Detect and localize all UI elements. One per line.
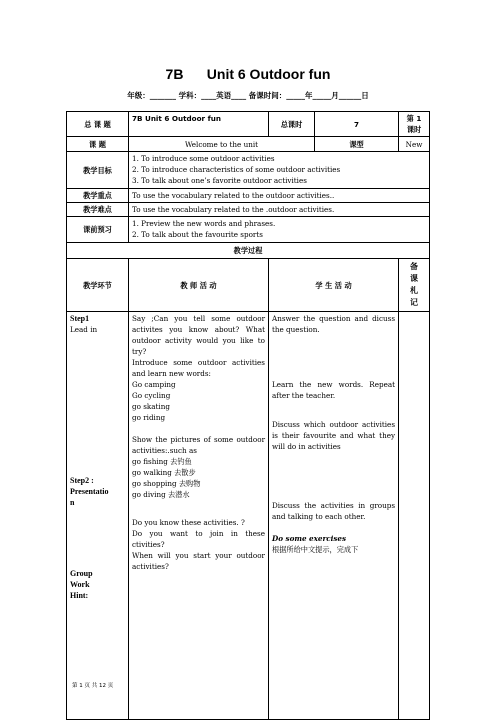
teacher-text-2: Introduce some outdoor activities and learn new words: <box>132 358 265 378</box>
lesson-type-label: 课型 <box>315 137 399 152</box>
goals-label: 教学目标 <box>67 152 129 189</box>
activity-4: go diving 去潜水 <box>132 490 190 499</box>
step1-subtitle: Lead in <box>70 325 98 334</box>
page-title: 7B Unit 6 Outdoor fun <box>165 66 331 82</box>
preview-1: 1. Preview the new words and phrases. <box>132 219 276 228</box>
col-student-header: 学 生 活 动 <box>269 259 399 312</box>
step2-subtitle-b: n <box>70 498 75 507</box>
lesson-number: 第 1 课时 <box>399 112 430 137</box>
total-hours-label: 总课时 <box>269 112 315 137</box>
preview-2: 2. To talk about the favourite sports <box>132 230 263 239</box>
step2-title: Step2 : <box>70 476 94 485</box>
total-topic-label: 总 课 题 <box>67 112 129 137</box>
teacher-text-1: Say ;Can you tell some outdoor activites you know about? What outdoor activity would you like to try? <box>132 314 265 356</box>
total-topic-value: 7B Unit 6 Outdoor fun <box>129 112 269 137</box>
goal-2: 2. To introduce characteristics of some outdoor activities <box>132 165 341 174</box>
topic-label: 课 题 <box>67 137 129 152</box>
step1-title: Step1 <box>70 314 90 323</box>
col-step-header: 教学环节 <box>67 259 129 312</box>
activity-2: go walking 去散步 <box>132 468 196 477</box>
vocab-2: Go cycling <box>132 391 171 400</box>
vocab-4: go riding <box>132 413 166 422</box>
meta-line: 年级：_______ 学科：____英语____ 备课时间：_____年_____月______日 <box>127 91 369 100</box>
goals-cell <box>129 152 430 189</box>
teacher-text-4: Do you know these activities. ? <box>132 518 245 527</box>
student-activities-cell <box>269 312 399 720</box>
page-footer: 第 1 页 共 12 页 <box>72 683 114 689</box>
key-points-value: To use the vocabulary related to the outdoor activities.. <box>129 189 430 203</box>
step2-subtitle-a: Presentatio <box>70 487 109 496</box>
difficulty-value: To use the vocabulary related to the .outdoor activities. <box>129 203 430 217</box>
total-hours-value: 7 <box>315 112 399 137</box>
student-text-2: Learn the new words. Repeat after the teacher. <box>272 380 396 400</box>
activity-3: go shopping 去购物 <box>132 479 201 488</box>
preview-label: 课前预习 <box>67 217 129 243</box>
group-work-a: Group <box>70 569 93 578</box>
lesson-type-value: New <box>399 137 430 152</box>
activity-1: go fishing 去钓鱼 <box>132 457 192 466</box>
preview-cell <box>129 217 430 243</box>
process-heading: 教学过程 <box>67 243 430 259</box>
goal-3: 3. To talk about one’s favorite outdoor activities <box>132 176 307 185</box>
group-work-b: Work <box>70 580 90 589</box>
teacher-text-5: Do you want to join in these ctivities? <box>132 529 265 549</box>
topic-value: Welcome to the unit <box>129 137 315 152</box>
col-notes-header: 备课札记 <box>399 259 430 312</box>
group-work-c: Hint: <box>70 591 89 600</box>
student-text-1: Answer the question and dicuss the question. <box>272 314 396 334</box>
difficulty-label: 教学难点 <box>67 203 129 217</box>
teacher-text-6: When will you start your outdoor activities? <box>132 551 265 571</box>
student-text-3: Discuss which outdoor activities is their favourite and what they will do in activities <box>272 420 396 451</box>
student-text-4: Discuss the activities in groups and talking to each other. <box>272 501 396 521</box>
vocab-1: Go camping <box>132 380 176 389</box>
col-teacher-header: 教 师 活 动 <box>129 259 269 312</box>
steps-cell <box>67 312 129 720</box>
goal-1: 1. To introduce some outdoor activities <box>132 154 275 163</box>
teacher-text-3: Show the pictures of some outdoor activities:.such as <box>132 435 265 455</box>
key-points-label: 教学重点 <box>67 189 129 203</box>
student-text-6: 根据所给中文提示，完成下 <box>272 545 359 554</box>
lesson-plan-table <box>66 111 430 720</box>
teacher-activities-cell <box>129 312 269 720</box>
student-text-5: Do some exercises <box>272 534 347 543</box>
notes-cell <box>399 312 430 720</box>
vocab-3: go skating <box>132 402 170 411</box>
